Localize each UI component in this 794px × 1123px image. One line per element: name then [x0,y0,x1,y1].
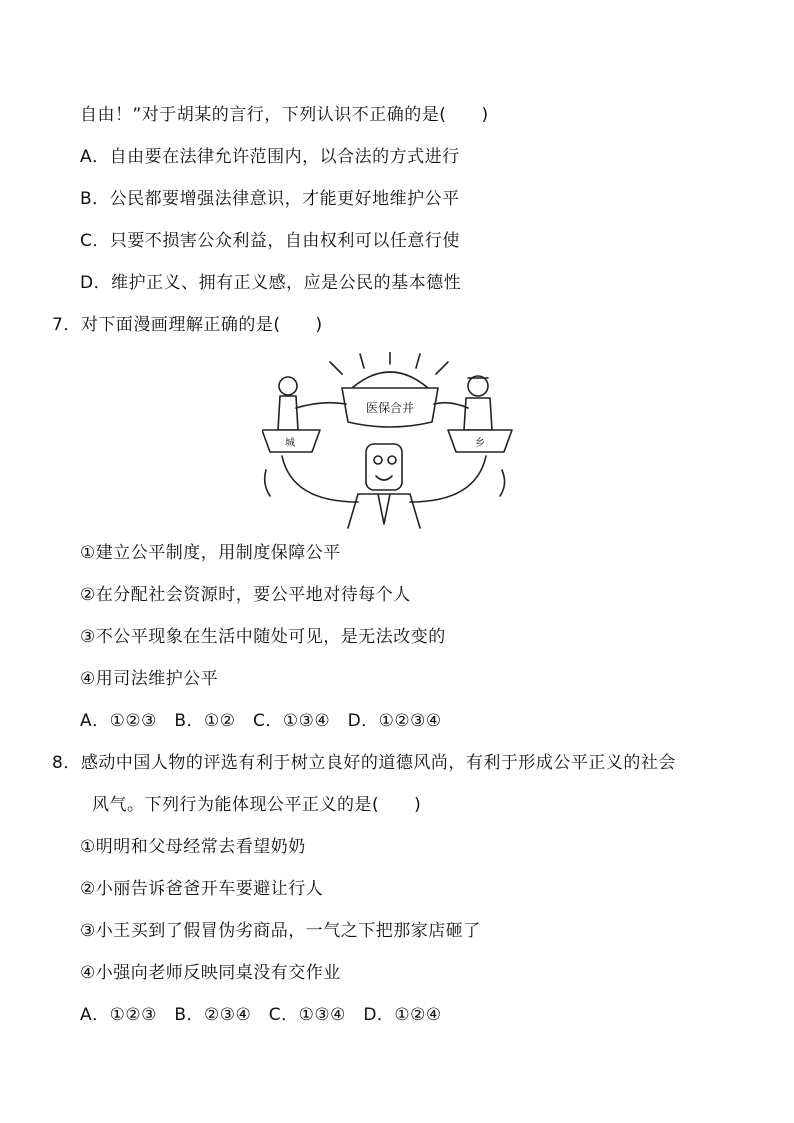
sign-text: 医保合并 [365,401,415,415]
q7-statement-3: ③不公平现象在生活中随处可见，是无法改变的 [80,627,446,647]
right-man-head [468,376,488,396]
left-pan-label: 城 [285,438,295,449]
q7-statement-1: ①建立公平制度，用制度保障公平 [80,543,341,563]
ray-line [416,354,420,368]
q8-statement-3: ③小王买到了假冒伪劣商品，一气之下把那家店砸了 [80,921,481,941]
motion-mark [500,470,505,496]
q7-stem: 7．对下面漫画理解正确的是( ) [52,315,323,335]
q6-option-a: A．自由要在法律允许范围内，以合法的方式进行 [80,147,460,167]
q7-choices: A．①②③ B．①② C．①③④ D．①②③④ [80,711,442,731]
left-man-arm [296,403,346,408]
q8-statement-4: ④小强向老师反映同桌没有交作业 [80,963,341,983]
center-man-right-arm [410,456,486,502]
q7-statement-2: ②在分配社会资源时，要公平地对待每个人 [80,585,411,605]
right-man-arm [434,403,468,408]
center-man-head [366,444,402,490]
ray-line [360,354,364,368]
q6-option-d: D．维护正义、拥有正义感，应是公民的基本德性 [80,273,462,293]
q8-stem-line2: 风气。下列行为能体现公平正义的是( ) [92,795,422,815]
motion-mark [265,470,270,496]
ray-line [436,362,448,374]
center-man-left-arm [282,456,358,502]
right-man-body [464,398,492,430]
left-man-body [278,396,298,430]
q8-statement-1: ①明明和父母经常去看望奶奶 [80,837,306,857]
ray-line [330,362,342,374]
q6-stem-tail: 自由！”对于胡某的言行，下列认识不正确的是( ) [80,105,489,125]
q8-statement-2: ②小丽告诉爸爸开车要避让行人 [80,879,324,899]
q8-choices: A．①②③ B．②③④ C．①③④ D．①②④ [80,1005,442,1025]
left-man-head [279,377,297,395]
right-pan-label: 乡 [475,438,485,449]
q6-option-b: B．公民都要增强法律意识，才能更好地维护公平 [80,189,460,209]
sign-top [352,372,428,388]
q6-option-c: C．只要不损害公众利益，自由权利可以任意行使 [80,231,460,251]
q7-statement-4: ④用司法维护公平 [80,669,219,689]
cartoon-illustration [262,352,524,530]
q8-stem-line1: 8．感动中国人物的评选有利于树立良好的道德风尚，有利于形成公平正义的社会 [52,753,676,773]
